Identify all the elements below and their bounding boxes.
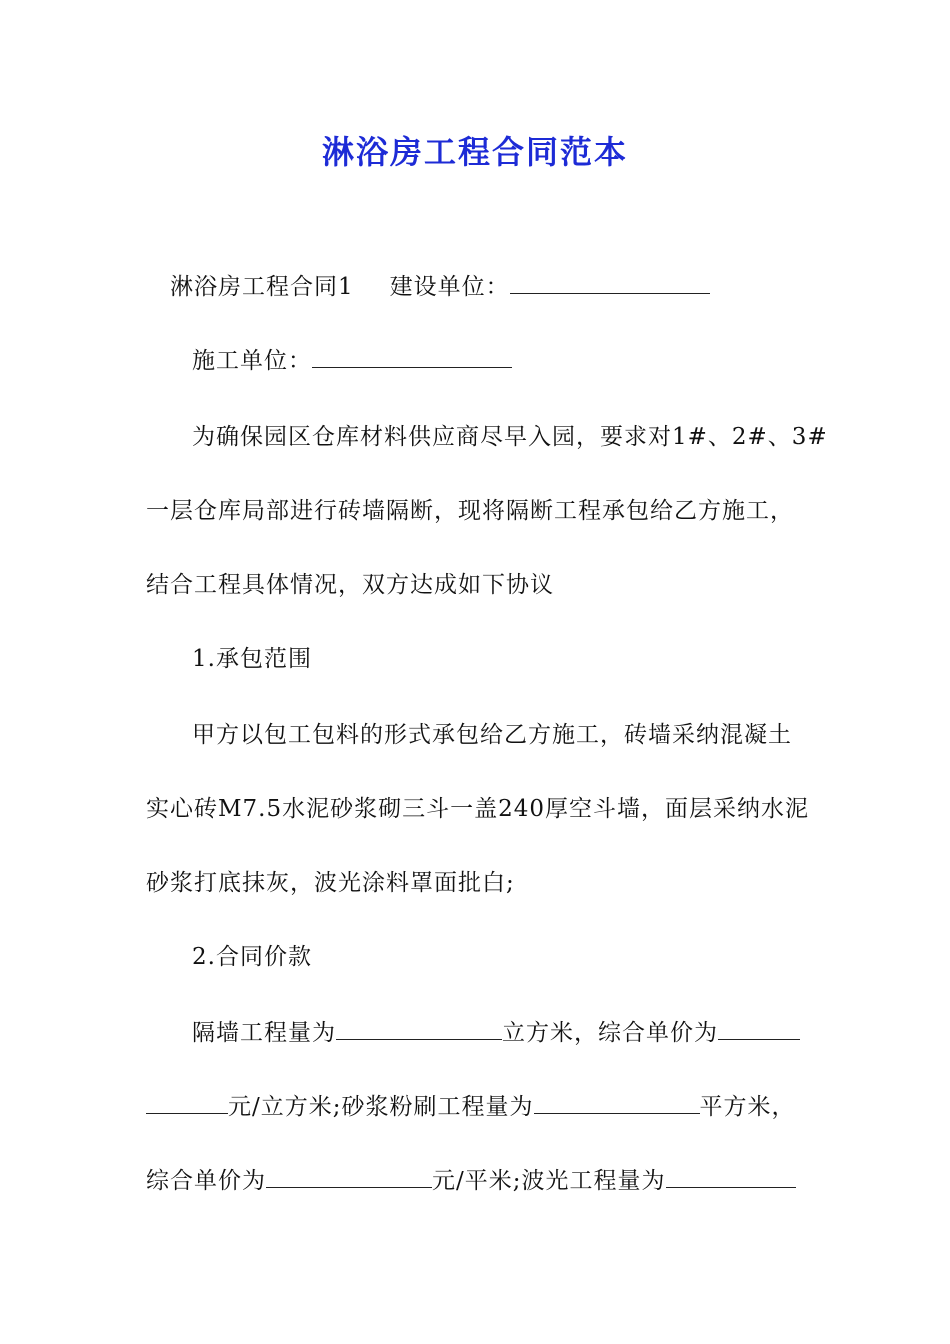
section2-line-1 xyxy=(192,1016,800,1050)
intro-line-2: 一层仓库局部进行砖墙隔断，现将隔断工程承包给乙方施工， xyxy=(146,498,794,524)
builder-label: 建设单位： xyxy=(389,274,510,300)
heading-line xyxy=(170,270,710,304)
intro-line-3: 结合工程具体情况，双方达成如下协议 xyxy=(146,572,554,598)
unit-price-blank-a xyxy=(718,1037,800,1040)
coating-quantity-blank xyxy=(666,1185,796,1188)
intro-line-1: 为确保园区仓库材料供应商尽早入园，要求对1#、2#、3# xyxy=(192,424,828,450)
contract-label: 淋浴房工程合同1 xyxy=(170,274,354,300)
unit-price-blank-b xyxy=(146,1111,228,1114)
unit-price-blank-2 xyxy=(266,1185,432,1188)
section1-heading: 1.承包范围 xyxy=(192,646,312,672)
unit-price-label-2: 综合单价为 xyxy=(146,1168,266,1194)
builder-blank xyxy=(510,291,710,294)
square-meter-label: 平方米， xyxy=(699,1094,796,1120)
coating-quantity-label: 元/平米;波光工程量为 xyxy=(432,1168,666,1194)
plaster-quantity-blank xyxy=(534,1111,700,1114)
section2-line-3 xyxy=(146,1164,796,1198)
unit-price-label: 立方米，综合单价为 xyxy=(502,1020,718,1046)
contractor-line xyxy=(192,344,512,378)
contractor-blank xyxy=(312,365,512,368)
contractor-label: 施工单位： xyxy=(192,348,312,374)
wall-quantity-blank xyxy=(336,1037,502,1040)
section2-line-2 xyxy=(146,1090,796,1124)
section1-line-2: 实心砖M7.5水泥砂浆砌三斗一盖240厚空斗墙，面层采纳水泥 xyxy=(146,796,810,822)
section2-heading: 2.合同价款 xyxy=(192,944,312,970)
document-title: 淋浴房工程合同范本 xyxy=(321,133,628,171)
wall-quantity-label: 隔墙工程量为 xyxy=(192,1020,336,1046)
section1-line-1: 甲方以包工包料的形式承包给乙方施工，砖墙采纳混凝土 xyxy=(192,722,792,748)
section1-line-3: 砂浆打底抹灰，波光涂料罩面批白; xyxy=(146,870,515,896)
plaster-quantity-label: 元/立方米;砂浆粉刷工程量为 xyxy=(228,1094,534,1120)
